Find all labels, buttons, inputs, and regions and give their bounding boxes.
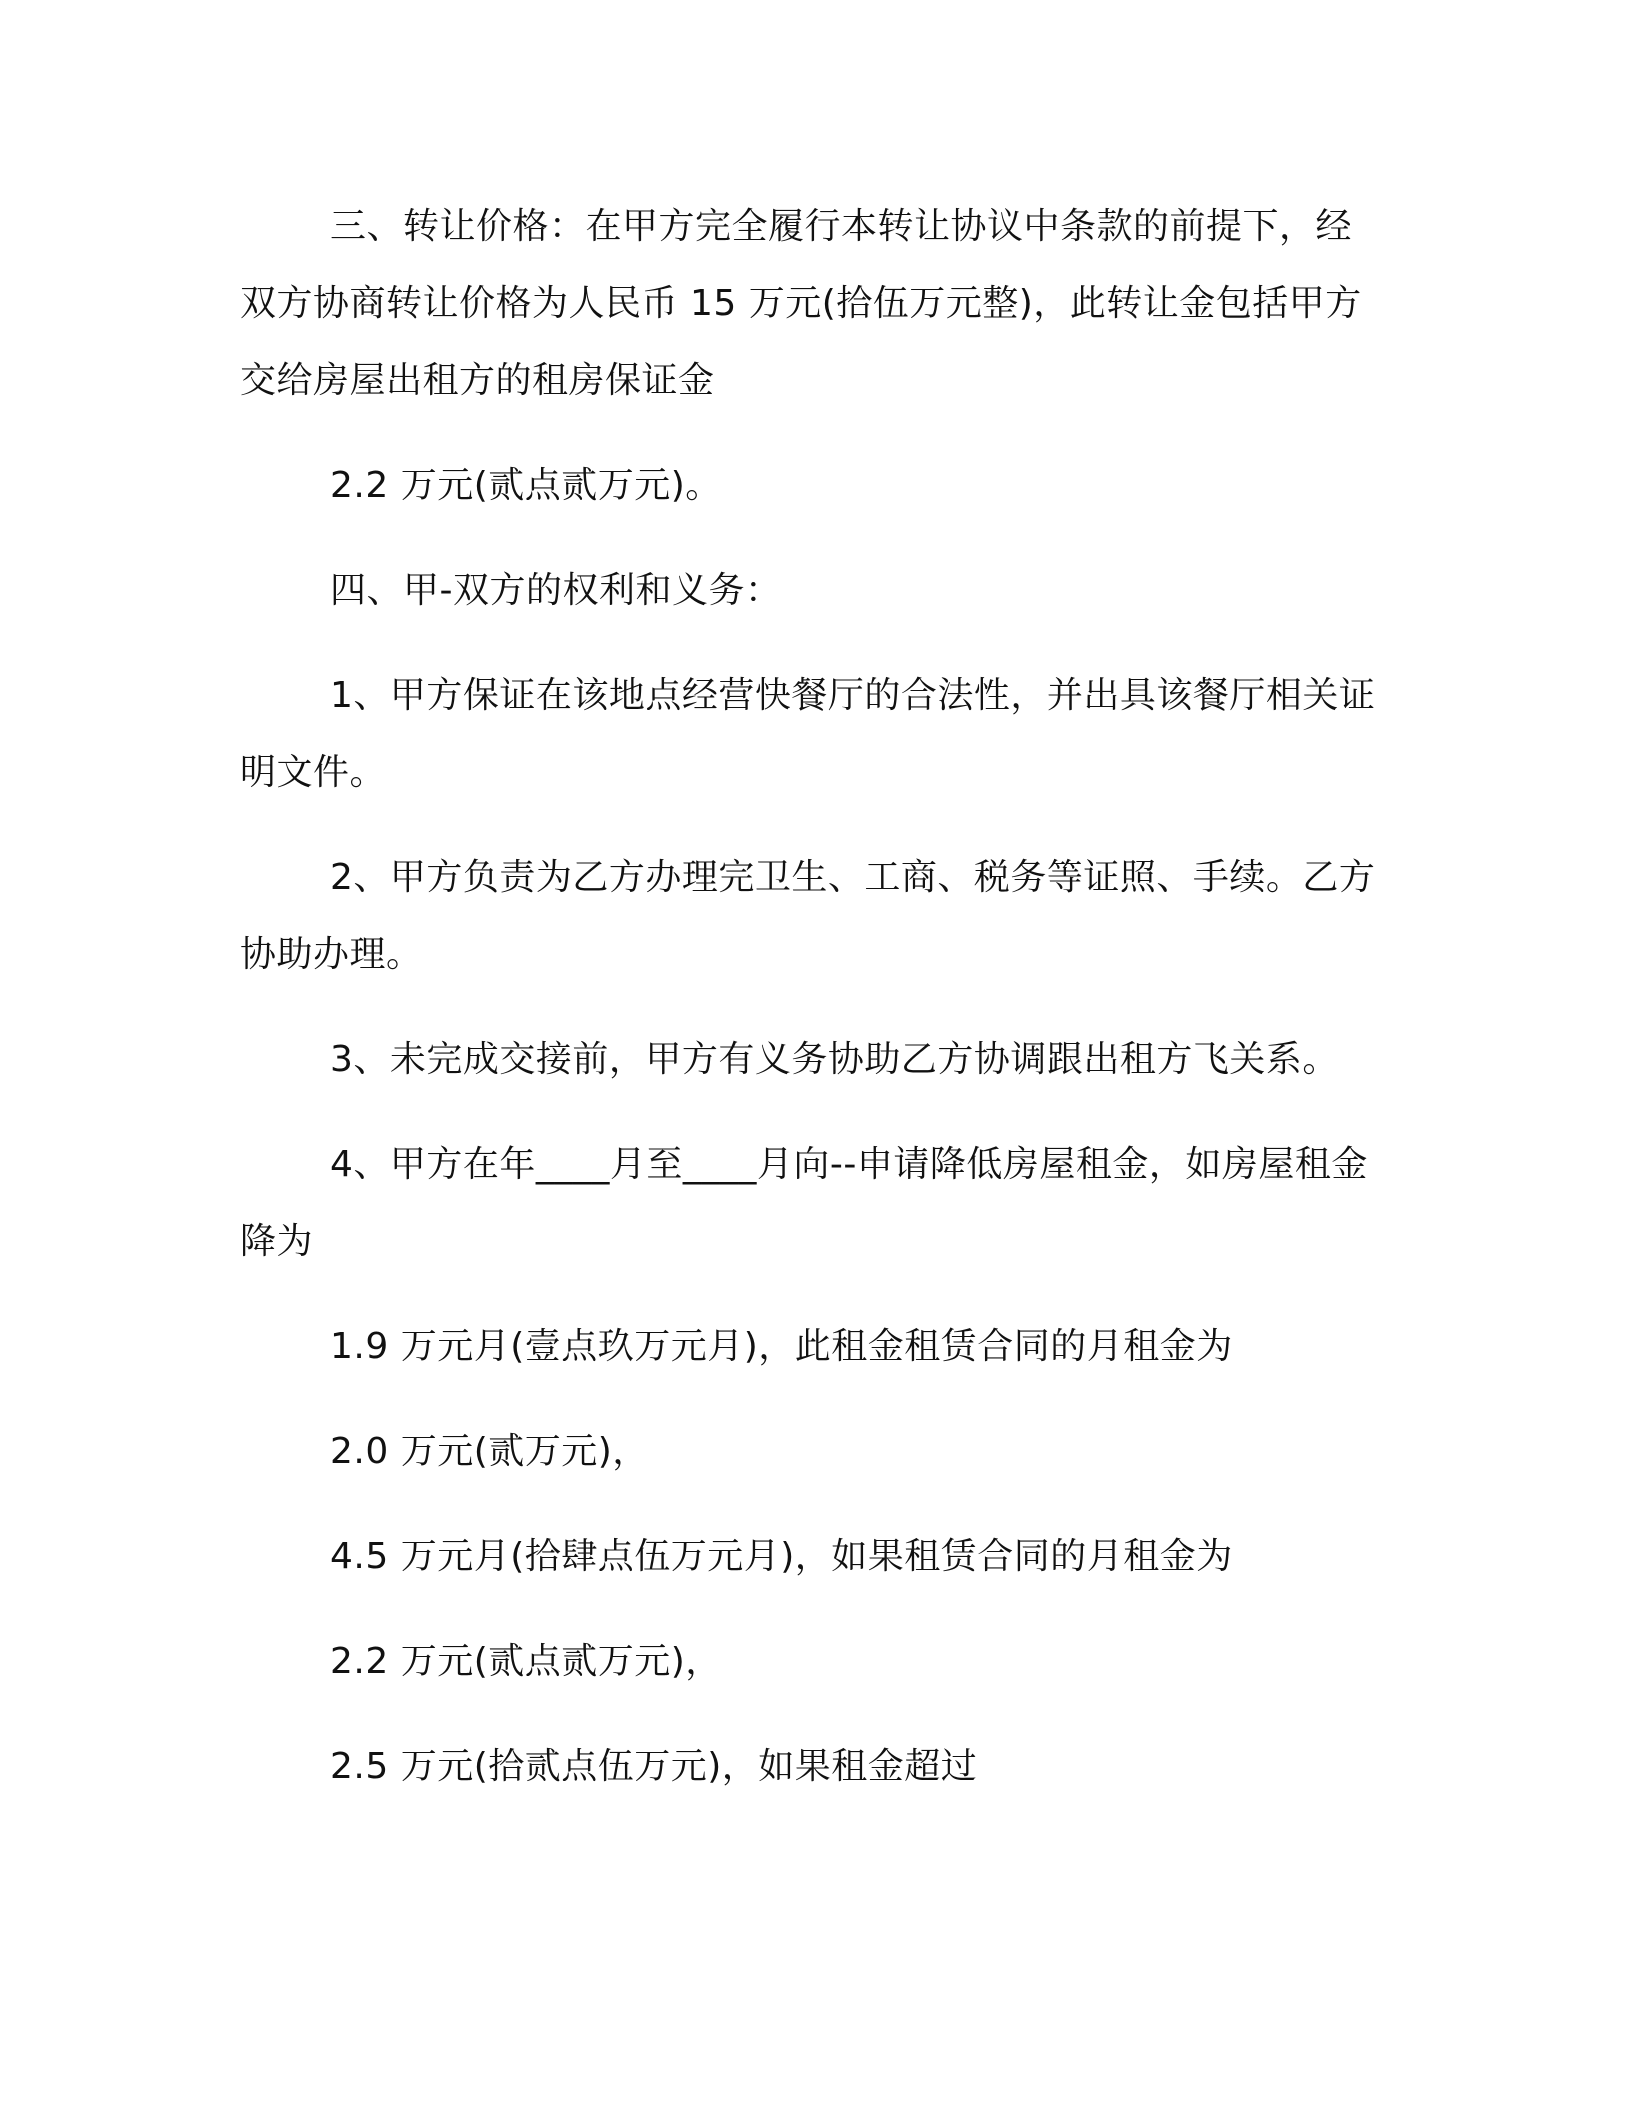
paragraph-rights-heading: 四、甲-双方的权利和义务： [330, 570, 782, 611]
paragraph-deposit-amount: 2.2 万元(贰点贰万元)。 [330, 465, 722, 506]
paragraph-clause-2: 2、甲方负责为乙方办理完卫生、工商、税务等证照、手续。乙方协助办理。 [240, 857, 1376, 975]
document-page [240, 188, 1380, 1833]
paragraph-transfer-price: 三、转让价格：在甲方完全履行本转让协议中条款的前提下，经双方协商转让价格为人民币 15 万元(拾伍万元整)，此转让金包括甲方交给房屋出租方的租房保证金 [240, 206, 1362, 401]
paragraph-clause-1: 1、甲方保证在该地点经营快餐厅的合法性，并出具该餐厅相关证明文件。 [240, 675, 1376, 793]
paragraph-rent-2-0: 2.0 万元(贰万元)， [330, 1431, 649, 1472]
paragraph-clause-3: 3、未完成交接前，甲方有义务协助乙方协调跟出租方飞关系。 [330, 1039, 1339, 1080]
paragraph-rent-4-5: 4.5 万元月(拾肆点伍万元月)，如果租赁合同的月租金为 [330, 1536, 1233, 1577]
paragraph-clause-4: 4、甲方在年____月至____月向--申请降低房屋租金，如房屋租金降为 [240, 1144, 1368, 1262]
paragraph-rent-2-2: 2.2 万元(贰点贰万元)， [330, 1641, 722, 1682]
paragraph-rent-2-5: 2.5 万元(拾贰点伍万元)，如果租金超过 [330, 1746, 978, 1787]
paragraph-rent-1-9: 1.9 万元月(壹点玖万元月)，此租金租赁合同的月租金为 [330, 1326, 1233, 1367]
